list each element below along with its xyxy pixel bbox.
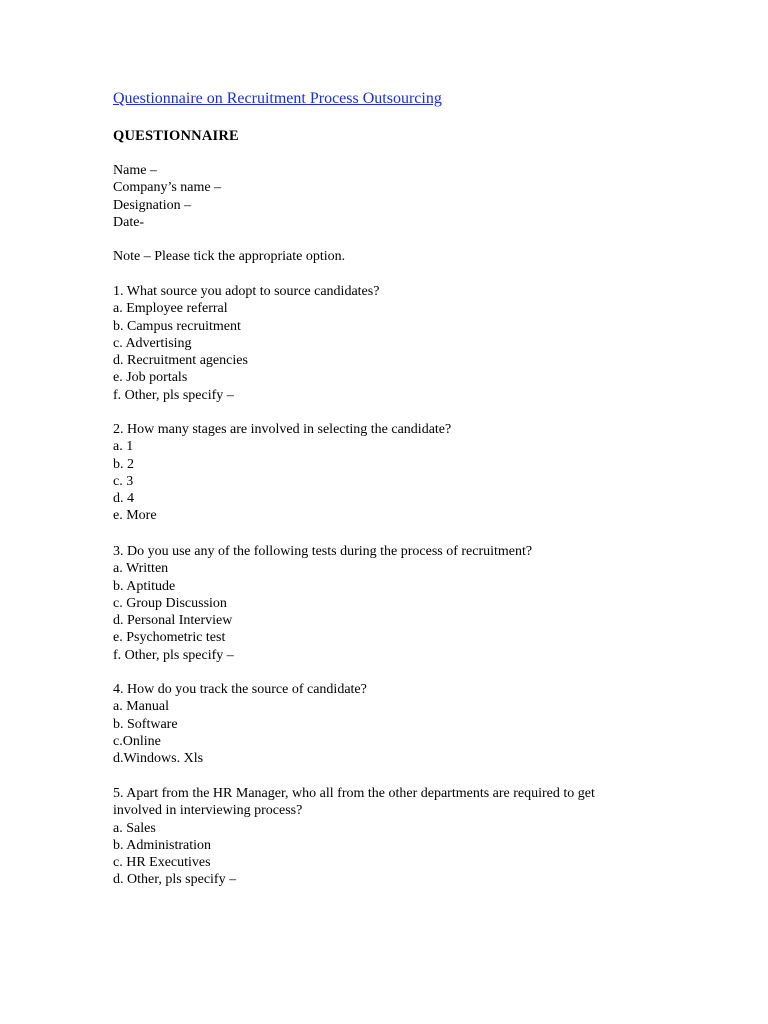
option-item: a. 1	[113, 439, 134, 455]
option-item: a. Written	[113, 561, 169, 577]
question-2	[113, 421, 673, 525]
option-item: c. Group Discussion	[113, 595, 227, 611]
question-1	[113, 283, 673, 404]
option-item: e. Job portals	[113, 370, 188, 386]
option-item: a. Manual	[113, 699, 169, 715]
option-item: d. Personal Interview	[113, 613, 233, 629]
option-item: f. Other, pls specify –	[113, 647, 234, 663]
option-item: b. Software	[113, 716, 178, 732]
option-item: b. Administration	[113, 837, 211, 853]
question-text: 5. Apart from the HR Manager, who all from the other departments are required to get involved in interviewing process?	[113, 786, 595, 819]
field-name: Name –	[113, 163, 157, 178]
field-date: Date-	[113, 214, 145, 230]
question-text: 3. Do you use any of the following tests during the process of recruitment?	[113, 544, 533, 559]
option-item: b. Aptitude	[113, 578, 176, 594]
option-item: c. 3	[113, 473, 134, 489]
question-4	[113, 681, 673, 767]
option-item: d. Recruitment agencies	[113, 353, 248, 369]
question-text: 2. How many stages are involved in selecting the candidate?	[113, 422, 452, 437]
option-item: a. Sales	[113, 820, 156, 836]
document-title-link[interactable]: Questionnaire on Recruitment Process Outsourcing	[113, 90, 442, 107]
option-item: b. 2	[113, 456, 134, 472]
field-designation: Designation –	[113, 197, 192, 213]
option-item: a. Employee referral	[113, 301, 228, 317]
instruction-note: Note – Please tick the appropriate option.	[113, 249, 346, 264]
option-item: c. Advertising	[113, 335, 192, 351]
option-item: e. More	[113, 508, 157, 524]
question-5	[113, 785, 643, 889]
questionnaire-heading: QUESTIONNAIRE	[113, 128, 239, 144]
option-item: d.Windows. Xls	[113, 751, 204, 767]
option-item: c.Online	[113, 733, 161, 749]
option-item: f. Other, pls specify –	[113, 387, 234, 403]
option-item: b. Campus recruitment	[113, 318, 241, 334]
question-text: 1. What source you adopt to source candidates?	[113, 284, 380, 299]
option-item: e. Psychometric test	[113, 630, 226, 646]
option-item: d. Other, pls specify –	[113, 872, 237, 888]
respondent-fields	[113, 162, 673, 231]
option-item: c. HR Executives	[113, 855, 211, 871]
question-3	[113, 543, 673, 664]
option-item: d. 4	[113, 491, 134, 507]
question-text: 4. How do you track the source of candidate?	[113, 682, 367, 697]
field-company-name: Company’s name –	[113, 180, 222, 196]
